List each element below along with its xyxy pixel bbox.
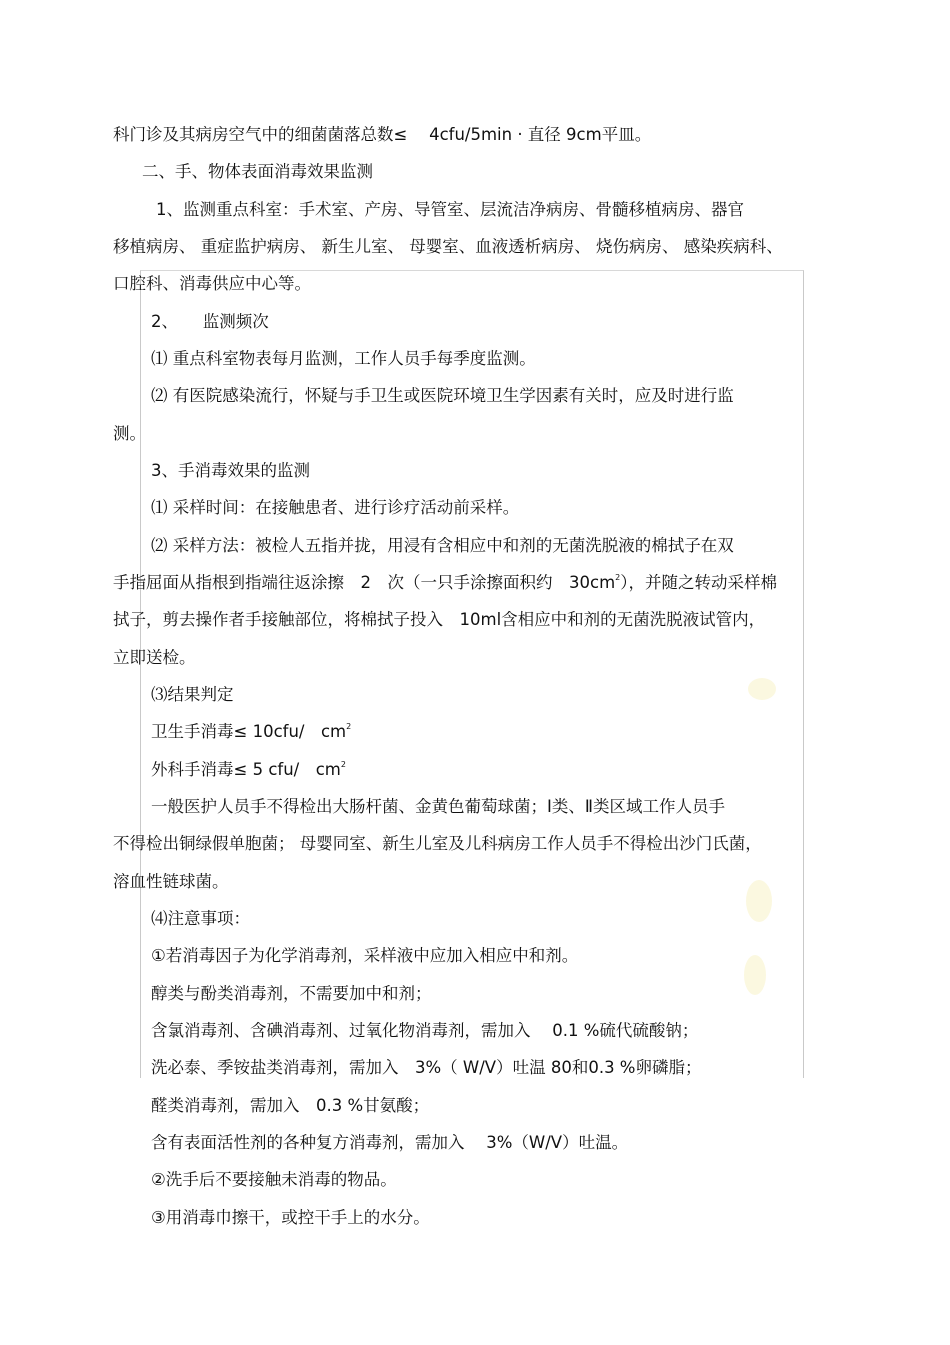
text-line: 科门诊及其病房空气中的细菌菌落总数≤ 4cfu/5min · 直径 9cm平皿。 — [113, 125, 652, 144]
text-line: ③用消毒巾擦干，或控干手上的水分。 — [151, 1208, 430, 1227]
superscript: 2 — [615, 573, 621, 582]
scan-smudge — [746, 880, 772, 922]
text-line: 含氯消毒剂、含碘消毒剂、过氧化物消毒剂，需加入 0.1 %硫代硫酸钠； — [151, 1021, 699, 1040]
text-line: 不得检出铜绿假单胞菌； 母婴同室、新生儿室及儿科病房工作人员手不得检出沙门氏菌， — [113, 834, 762, 853]
text-line: 立即送检。 — [113, 648, 196, 667]
superscript: 2 — [346, 722, 352, 731]
text-line: 溶血性链球菌。 — [113, 872, 229, 891]
text-line: 外科手消毒≤ 5 cfu/ $cm^2$ — [151, 760, 346, 779]
subsection-heading: 2、 监测频次 — [151, 312, 269, 331]
text-line: 醛类消毒剂，需加入 0.3 %甘氨酸； — [151, 1096, 430, 1115]
text-line: 移植病房、 重症监护病房、 新生儿室、 母婴室、血液透析病房、 烧伤病房、 感染疾病科、 — [113, 237, 783, 256]
text-line: ⑴ 重点科室物表每月监测，工作人员手每季度监测。 — [151, 349, 536, 368]
text-line: ①若消毒因子为化学消毒剂，采样液中应加入相应中和剂。 — [151, 946, 579, 965]
text-line: 1、监测重点科室：手术室、产房、导管室、层流洁净病房、骨髓移植病房、器官 — [156, 200, 744, 219]
text-line: 测。 — [113, 424, 146, 443]
text-line: 醇类与酚类消毒剂，不需要加中和剂； — [151, 984, 432, 1003]
text-line: 卫生手消毒≤ 10cfu/ $cm^2$ — [151, 722, 352, 741]
text-line: 一般医护人员手不得检出大肠杆菌、金黄色葡萄球菌；Ⅰ类、Ⅱ类区域工作人员手 — [151, 797, 725, 816]
text-line: 口腔科、消毒供应中心等。 — [113, 274, 311, 293]
scan-smudge — [744, 955, 766, 995]
text-line: ⑴ 采样时间：在接触患者、进行诊疗活动前采样。 — [151, 498, 520, 517]
section-heading: 二、手、物体表面消毒效果监测 — [142, 162, 373, 181]
text-line: 洗必泰、季铵盐类消毒剂，需加入 3%（ W/V）吐温 80和0.3 %卵磷脂； — [151, 1058, 702, 1077]
subsection-heading: ⑶结果判定 — [151, 685, 234, 704]
text-line: 拭子，剪去操作者手接触部位，将棉拭子投入 10ml含相应中和剂的无菌洗脱液试管内， — [113, 610, 766, 629]
text-line: ⑵ 有医院感染流行，怀疑与手卫生或医院环境卫生学因素有关时，应及时进行监 — [151, 386, 734, 405]
superscript: 2 — [340, 760, 346, 769]
text-line: 手指屈面从指根到指端往返涂擦 2 次（一只手涂擦面积约 $30cm^2$），并随之转动采样棉 — [113, 573, 777, 592]
text-line: ②洗手后不要接触未消毒的物品。 — [151, 1170, 397, 1189]
subsection-heading: ⑷注意事项： — [151, 909, 250, 928]
subsection-heading: 3、手消毒效果的监测 — [151, 461, 310, 480]
text-line: 含有表面活性剂的各种复方消毒剂，需加入 3%（W/V）吐温。 — [151, 1133, 629, 1152]
text-line: ⑵ 采样方法：被检人五指并拢，用浸有含相应中和剂的无菌洗脱液的棉拭子在双 — [151, 536, 734, 555]
scan-smudge — [748, 678, 776, 700]
